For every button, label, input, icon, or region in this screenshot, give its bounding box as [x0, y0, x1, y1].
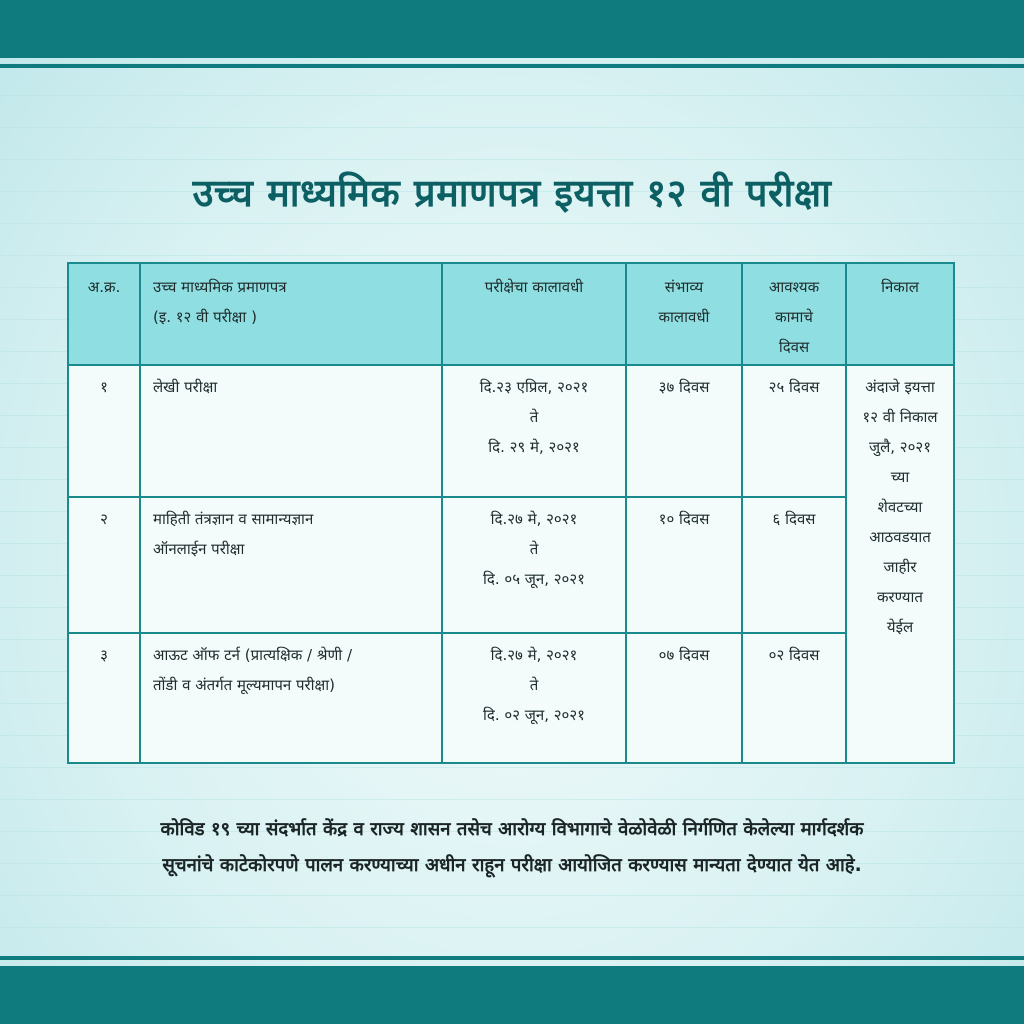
- row-workdays: ०२ दिवस: [742, 633, 846, 763]
- guidelines-note-line2: सूचनांचे काटेकोरपणे पालन करण्याच्या अधीन राहून परीक्षा आयोजित करण्यास मान्यता देण्यात येत आहे.: [162, 855, 862, 876]
- table-row: [68, 497, 954, 633]
- row-exam: [140, 365, 442, 497]
- header-result: निकाल: [846, 263, 954, 365]
- header-exam-line2: (इ. १२ वी परीक्षा ): [153, 308, 257, 326]
- header-duration: [626, 263, 742, 365]
- row-period-to: दि. ०५ जून, २०२१: [483, 570, 585, 588]
- row-period-to: दि. ०२ जून, २०२१: [483, 706, 585, 724]
- table-header-row: [68, 263, 954, 365]
- guidelines-note-line1: कोविड १९ च्या संदर्भात केंद्र व राज्य शासन तसेच आरोग्य विभागाचे वेळोवेळी निर्गणित केलेल्या मार्गदर्शक: [160, 819, 864, 840]
- row-workdays: २५ दिवस: [742, 365, 846, 497]
- result-line: आठवडयात: [869, 528, 931, 546]
- header-duration-line1: संभाव्य: [664, 278, 704, 296]
- row-period: [442, 365, 626, 497]
- header-workdays: [742, 263, 846, 365]
- result-line: करण्यात: [877, 588, 923, 606]
- table-row: [68, 365, 954, 497]
- result-line: जाहीर: [883, 558, 917, 576]
- row-period-to: दि. २९ मे, २०२१: [488, 438, 580, 456]
- header-exam-line1: उच्च माध्यमिक प्रमाणपत्र: [153, 278, 287, 296]
- page-title: उच्च माध्यमिक प्रमाणपत्र इयत्ता १२ वी परीक्षा: [192, 171, 832, 215]
- header-workdays-line2: कामाचे: [775, 308, 813, 326]
- row-period-to-word: ते: [529, 408, 539, 426]
- result-line: अंदाजे इयत्ता: [865, 378, 935, 396]
- header-duration-line2: कालावधी: [658, 308, 710, 326]
- row-exam: [140, 497, 442, 633]
- row-serial-number: ३: [68, 633, 140, 763]
- header-workdays-line3: दिवस: [778, 338, 810, 356]
- table-row: [68, 633, 954, 763]
- result-cell: [846, 365, 954, 763]
- bottom-band: [0, 966, 1024, 1024]
- row-exam: [140, 633, 442, 763]
- row-exam-line1: लेखी परीक्षा: [153, 378, 218, 396]
- row-exam-line1: माहिती तंत्रज्ञान व सामान्यज्ञान: [153, 510, 314, 528]
- row-period-from: दि.२७ मे, २०२१: [490, 510, 578, 528]
- header-exam: [140, 263, 442, 365]
- result-line: येईल: [886, 618, 914, 636]
- result-line: जुलै, २०२१: [868, 438, 932, 456]
- row-exam-line2: ऑनलाईन परीक्षा: [153, 540, 245, 558]
- row-serial-number: २: [68, 497, 140, 633]
- row-period: [442, 497, 626, 633]
- row-period-from: दि.२३ एप्रिल, २०२१: [479, 378, 589, 396]
- top-stripe: [0, 64, 1024, 68]
- header-period: परीक्षेचा कालावधी: [442, 263, 626, 365]
- row-exam-line2: तोंडी व अंतर्गत मूल्यमापन परीक्षा): [153, 676, 336, 694]
- row-period-to-word: ते: [529, 540, 539, 558]
- row-period-from: दि.२७ मे, २०२१: [490, 646, 578, 664]
- row-workdays: ६ दिवस: [742, 497, 846, 633]
- row-serial-number: १: [68, 365, 140, 497]
- result-line: शेवटच्या: [877, 498, 923, 516]
- row-duration: १० दिवस: [626, 497, 742, 633]
- header-workdays-line1: आवश्यक: [768, 278, 820, 296]
- row-duration: ०७ दिवस: [626, 633, 742, 763]
- exam-schedule-table: [67, 262, 955, 764]
- result-line: च्या: [890, 468, 910, 486]
- result-line: १२ वी निकाल: [862, 408, 938, 426]
- guidelines-note: [60, 812, 964, 884]
- top-band: [0, 0, 1024, 58]
- row-duration: ३७ दिवस: [626, 365, 742, 497]
- row-period: [442, 633, 626, 763]
- row-period-to-word: ते: [529, 676, 539, 694]
- header-serial-number: अ.क्र.: [68, 263, 140, 365]
- bottom-stripe: [0, 956, 1024, 960]
- row-exam-line1: आऊट ऑफ टर्न (प्रात्यक्षिक / श्रेणी /: [153, 646, 353, 664]
